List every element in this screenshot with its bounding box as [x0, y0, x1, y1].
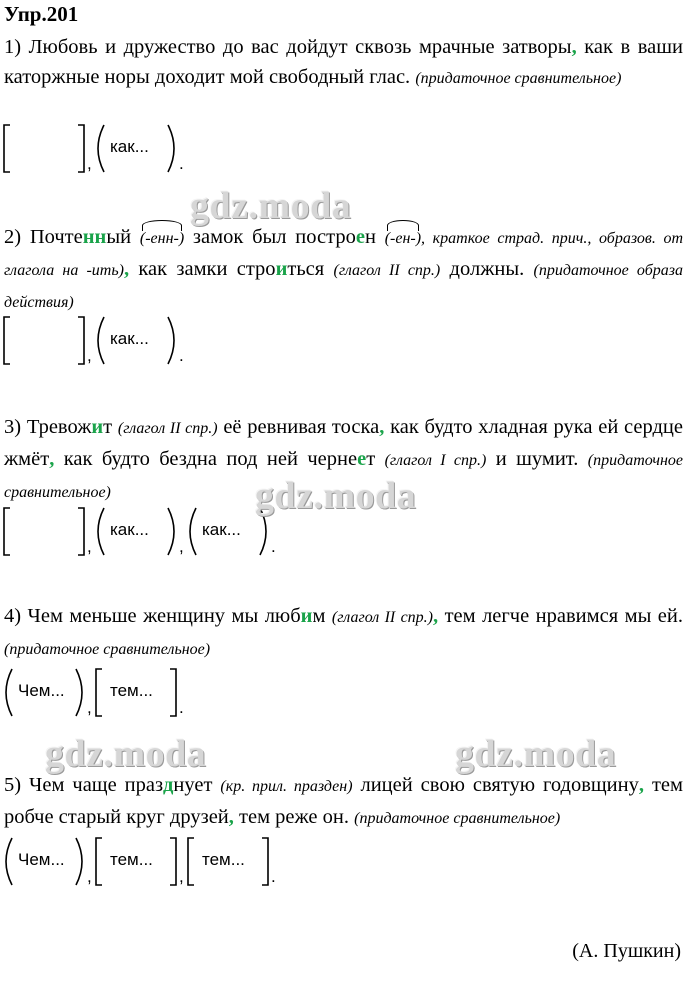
- main-clause-right-bracket: [170, 838, 176, 885]
- scheme-period: .: [179, 698, 184, 717]
- sentence-text: и шумит.: [486, 448, 588, 470]
- highlighted-letter: и: [91, 416, 104, 438]
- main-clause-left-bracket: [96, 669, 102, 716]
- sentence-text: ться: [287, 258, 334, 280]
- sentence-2: [4, 222, 683, 318]
- highlighted-letter: ,: [433, 605, 439, 627]
- highlighted-letter: е: [357, 448, 367, 470]
- grammar-note: (придаточное сравнительное): [415, 70, 622, 87]
- author-attribution: (А. Пушкин): [572, 940, 681, 962]
- scheme-diagram: [0, 312, 420, 372]
- scheme-period: .: [271, 867, 276, 886]
- sentence-text: н: [364, 226, 385, 248]
- grammar-note: (придаточное образа действия): [4, 262, 683, 311]
- scheme-comma: ,: [179, 537, 184, 556]
- sentence-text: замок был постро: [184, 226, 356, 248]
- highlighted-letter: ,: [228, 806, 234, 828]
- suffix-arc-mark: [387, 220, 419, 231]
- main-clause-right-bracket: [170, 669, 176, 716]
- morpheme-suffix: (-ен-): [385, 224, 421, 254]
- subordinate-clause-left-bracket: [98, 508, 104, 555]
- sentence-text: 5) Чем чаще праз: [4, 774, 164, 796]
- scheme-clause-label: тем...: [110, 850, 153, 869]
- scheme-clause-label: как...: [110, 329, 149, 348]
- sentence-text: тем легче нравимся мы ей.: [438, 605, 683, 627]
- subordinate-clause-left-bracket: [98, 125, 104, 172]
- sentence-1: [4, 32, 683, 94]
- highlighted-letter: ,: [571, 36, 577, 58]
- main-clause-right-bracket: [262, 838, 268, 885]
- main-clause-left-bracket: [188, 838, 194, 885]
- main-clause-right-bracket: [78, 125, 84, 172]
- main-clause-left-bracket: [4, 508, 10, 555]
- watermark: gdz.moda: [45, 733, 207, 775]
- scheme-clause-label: тем...: [110, 681, 153, 700]
- scheme-comma: ,: [87, 698, 92, 717]
- sentence-4: [4, 601, 683, 665]
- subordinate-clause-right-bracket: [168, 508, 174, 555]
- watermark: gdz.moda: [255, 475, 417, 517]
- grammar-note: (придаточное сравнительное): [354, 810, 561, 827]
- scheme-comma: ,: [179, 867, 184, 886]
- highlighted-letter: и: [275, 258, 288, 280]
- main-clause-right-bracket: [78, 508, 84, 555]
- grammar-note: (придаточное сравнительное): [4, 641, 211, 658]
- sentence-text: нует: [173, 774, 221, 796]
- sentence-text: тем реже он.: [233, 806, 355, 828]
- page-title: Упр.201: [4, 2, 79, 26]
- grammar-note: (глагол II спр.): [333, 262, 441, 279]
- sentence-text: как будто бездна под ней черне: [54, 448, 358, 470]
- highlighted-letter: д: [163, 774, 174, 796]
- grammar-note: (глагол II спр.): [331, 609, 434, 626]
- subordinate-clause-right-bracket: [168, 125, 174, 172]
- main-clause-left-bracket: [4, 125, 10, 172]
- sentence-text: её ревнивая тоска: [217, 416, 380, 438]
- highlighted-letter: ,: [123, 258, 130, 280]
- main-clause-right-bracket: [78, 317, 84, 364]
- subordinate-clause-left-bracket: [6, 669, 12, 716]
- highlighted-letter: е: [355, 226, 365, 248]
- grammar-note: , краткое страд. прич., образов. от глагола на -ить): [4, 230, 684, 279]
- scheme-comma: ,: [87, 154, 92, 173]
- sentence-text: как в ваши каторжные норы доходит мой свободный глас.: [4, 36, 683, 88]
- sentence-text: 2) Почте: [4, 226, 83, 248]
- subordinate-clause-left-bracket: [98, 317, 104, 364]
- scheme-clause-label: как...: [110, 137, 149, 156]
- grammar-note: (придаточное сравнительное): [4, 452, 684, 501]
- scheme-clause-label: тем...: [202, 850, 245, 869]
- morpheme-suffix: (-енн-): [140, 224, 184, 254]
- sentence-text: как замки стро: [129, 258, 276, 280]
- highlighted-letter: ,: [49, 448, 55, 470]
- scheme-clause-label: как...: [110, 520, 149, 539]
- sentence-text: 3) Тревож: [4, 416, 92, 438]
- scheme-comma: ,: [87, 537, 92, 556]
- watermark: gdz.moda: [455, 733, 617, 775]
- scheme-diagram: [0, 120, 420, 180]
- highlighted-letter: ,: [638, 774, 645, 796]
- highlighted-letter: ,: [379, 416, 385, 438]
- highlighted-letter: и: [300, 605, 313, 627]
- sentence-text: т: [366, 448, 385, 470]
- sentence-text: 4) Чем меньше женщину мы люб: [4, 605, 301, 627]
- sentence-text: 1) Любовь и дружество до вас дойдут сквозь мрачные затворы: [4, 36, 572, 58]
- subordinate-clause-right-bracket: [76, 669, 82, 716]
- subordinate-clause-left-bracket: [190, 508, 196, 555]
- scheme-period: .: [179, 154, 184, 173]
- main-clause-left-bracket: [96, 838, 102, 885]
- subordinate-clause-left-bracket: [6, 838, 12, 885]
- scheme-comma: ,: [87, 346, 92, 365]
- grammar-note: (глагол I спр.): [384, 452, 487, 469]
- sentence-text: лицей свою святую годовщину: [352, 774, 639, 796]
- highlighted-letter: нн: [82, 226, 107, 248]
- scheme-clause-label: как...: [202, 520, 241, 539]
- subordinate-clause-right-bracket: [168, 317, 174, 364]
- scheme-period: .: [271, 537, 276, 556]
- watermark: gdz.moda: [190, 185, 352, 227]
- grammar-note: (кр. прил. празден): [220, 778, 353, 795]
- sentence-text: т: [103, 416, 118, 438]
- sentence-text: ый: [106, 226, 140, 248]
- scheme-period: .: [179, 346, 184, 365]
- main-clause-left-bracket: [4, 317, 10, 364]
- subordinate-clause-right-bracket: [76, 838, 82, 885]
- scheme-clause-label: Чем...: [18, 850, 65, 869]
- grammar-note: (глагол II спр.): [117, 420, 218, 437]
- suffix-arc-mark: [142, 220, 182, 231]
- sentence-5: [4, 770, 683, 834]
- sentence-text: должны.: [440, 258, 534, 280]
- scheme-clause-label: Чем...: [18, 681, 65, 700]
- sentence-text: тем робче старый круг друзей: [4, 774, 684, 828]
- sentence-text: как будто хладная рука ей сердце жмёт: [4, 416, 683, 470]
- sentence-text: м: [312, 605, 332, 627]
- scheme-comma: ,: [87, 867, 92, 886]
